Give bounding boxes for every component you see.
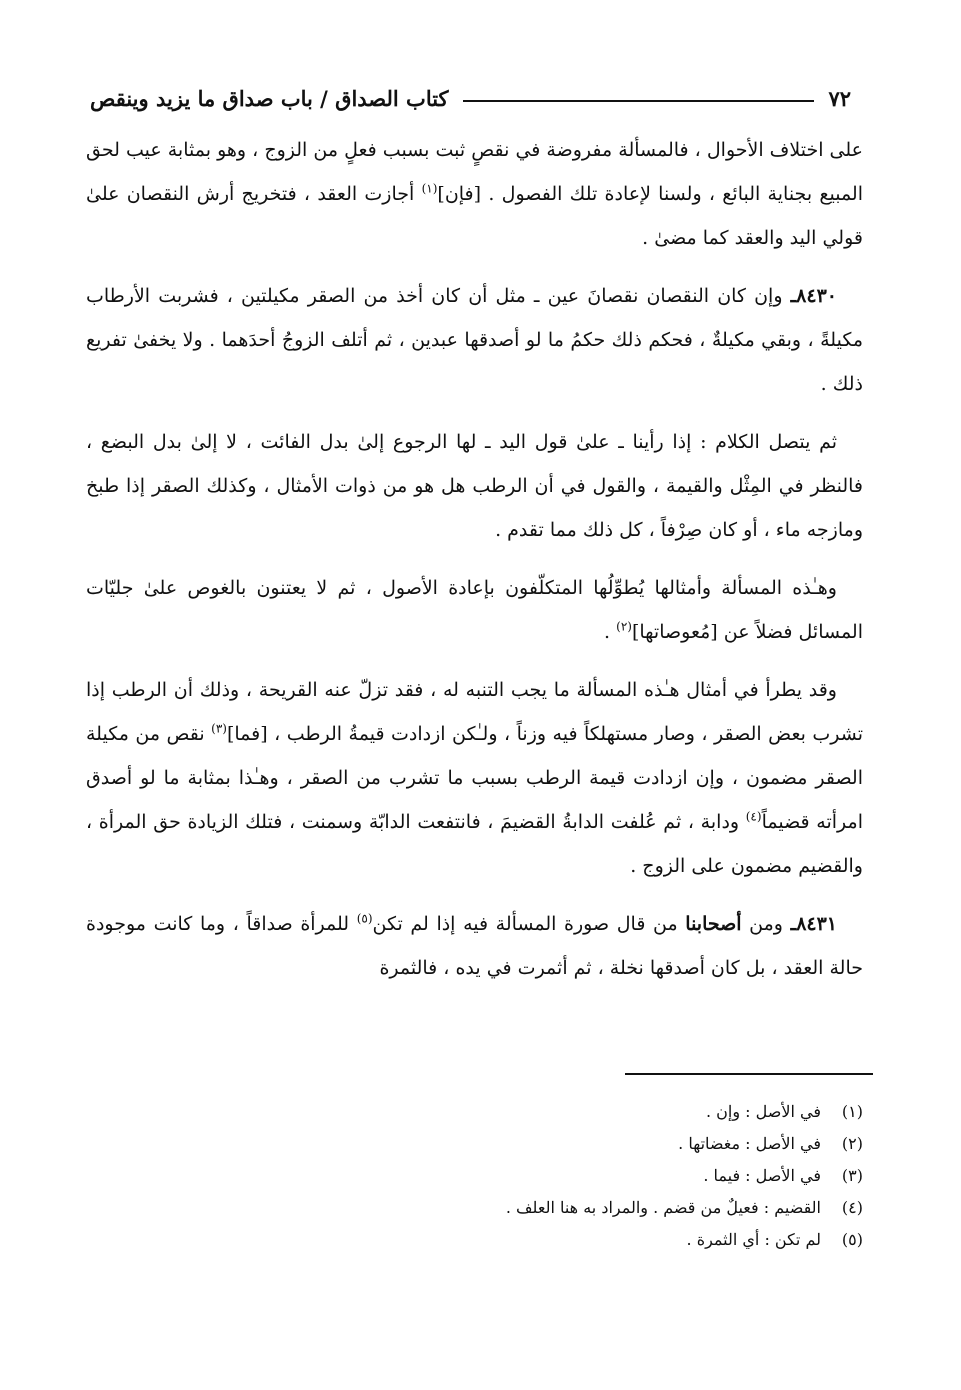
bold-term: أصحابنا (685, 913, 742, 935)
footnote-number: (١) (841, 1102, 863, 1121)
footnote (83, 1128, 863, 1160)
footnote-text: في الأصل : وإن . (706, 1102, 821, 1121)
page-number: ٧٢ (828, 85, 851, 111)
footnote-text: القضيم : فعيلٌ من قضم . والمراد به هنا العلف . (505, 1198, 821, 1217)
footnote (83, 1224, 863, 1256)
footnote-ref-3: (٣) (211, 721, 227, 736)
paragraph-3: ثم يتصل الكلام : إذا رأينا ـ علىٰ قول اليد ـ لها الرجوع إلىٰ بدل الفائت ، لا إلىٰ بدل البضع ، فالنظر في المِثْل والقيمة ، والقول في أن الرطب هل هو من ذوات الأمثال ، وكذلك الصقر إذا طبخ ومازجه ماء ، أو كان صِرْفاً ، كل ذلك مما تقدم . (86, 431, 863, 541)
running-title: كتاب الصداق / باب صداق ما يزيد وينقص (90, 85, 449, 111)
paragraph-number: ٨٤٣١ـ (790, 913, 838, 935)
footnote-number: (٥) (841, 1230, 863, 1249)
footnote-text: لم تكن : أي الثمرة . (686, 1230, 821, 1249)
footnote-ref-2: (٢) (616, 619, 632, 634)
paragraph-1: على اختلاف الأحوال ، فالمسألة مفروضة في نقصٍ ثبت بسبب فعلٍ من الزوج ، وهو بمثابة عيب لحق المبيع بجناية البائع ، ولسنا لإعادة تلك الفصول . [فإن]$^{(١)}$ أجازت العقد ، فتخريج أرش النقصان علىٰ قولي اليد والعقد كما مضىٰ . (86, 139, 864, 249)
footnote-text: في الأصل : فيما . (703, 1166, 821, 1185)
footnote-ref-4: (٤) (745, 809, 762, 824)
running-header (90, 78, 851, 118)
footnote (83, 1096, 863, 1128)
footnote-separator (625, 1073, 873, 1075)
paragraph-8431: ٨٤٣١ـ ومن أصحابنا من قال صورة المسألة فيه إذا لم تكن$^{(٥)}$ للمرأة صداقاً ، وما كانت موجودة حالة العقد ، بل كان أصدقها نخلة ، ثم أثمرت في يده ، فالثمرة (86, 911, 863, 979)
paragraph-number: ٨٤٣٠ـ (790, 285, 837, 307)
header-rule (463, 100, 815, 102)
footnote (83, 1192, 863, 1224)
footnote-ref-5: (٥) (356, 911, 373, 926)
paragraph-4: وهـٰذه المسألة وأمثالها يُطوِّلُها المتكلّفون بإعادة الأصول ، ثم لا يعتنون بالغوص علىٰ جليّات المسائل فضلاً عن [مُعوصاتها]$^{(٢)}$ . (86, 577, 863, 643)
footnote-ref-1: (١) (421, 181, 438, 196)
paragraph-8430: ٨٤٣٠ـ وإن كان النقصان نقصانَ عين ـ مثل أن كان أخذ من الصقر مكيلتين ، فشربت الأرطاب مكيلةً ، وبقي مكيلةٌ ، فحكم ذلك حكمُ ما لو أصدقها عبدين ، ثم أتلف الزوجُ أحدَهما . ولا يخفىٰ تفريع ذلك . (86, 285, 863, 395)
footnote-number: (٣) (841, 1166, 863, 1185)
main-text (86, 128, 863, 1004)
paragraph-5: وقد يطرأ في أمثال هـٰذه المسألة ما يجب التنبه له ، فقد تزلّ عنه القريحة ، وذلك أن الرطب إذا تشرب بعض الصقر ، وصار مستهلكاً فيه وزناً ، ولـٰكن ازدادت قيمةُ الرطب ، [فما]$^{(٣)}$ نقص من مكيلة الصقر مضمون ، وإن ازدادت قيمة الرطب بسبب ما تشرب من الصقر ، وهـٰذا بمثابة ما لو أصدق امرأته قضيماً$^{(٤)}$ ودابة ، ثم عُلفت الدابةُ القضيمَ ، فانتفعت الدابّة وسمنت ، فتلك الزيادة حق المرأة ، والقضيم مضمون على الزوج . (86, 679, 863, 877)
footnote (83, 1160, 863, 1192)
footnotes (83, 1096, 863, 1256)
footnote-number: (٢) (841, 1134, 863, 1153)
footnote-number: (٤) (841, 1198, 863, 1217)
footnote-text: في الأصل : مغضاتها . (678, 1134, 821, 1153)
